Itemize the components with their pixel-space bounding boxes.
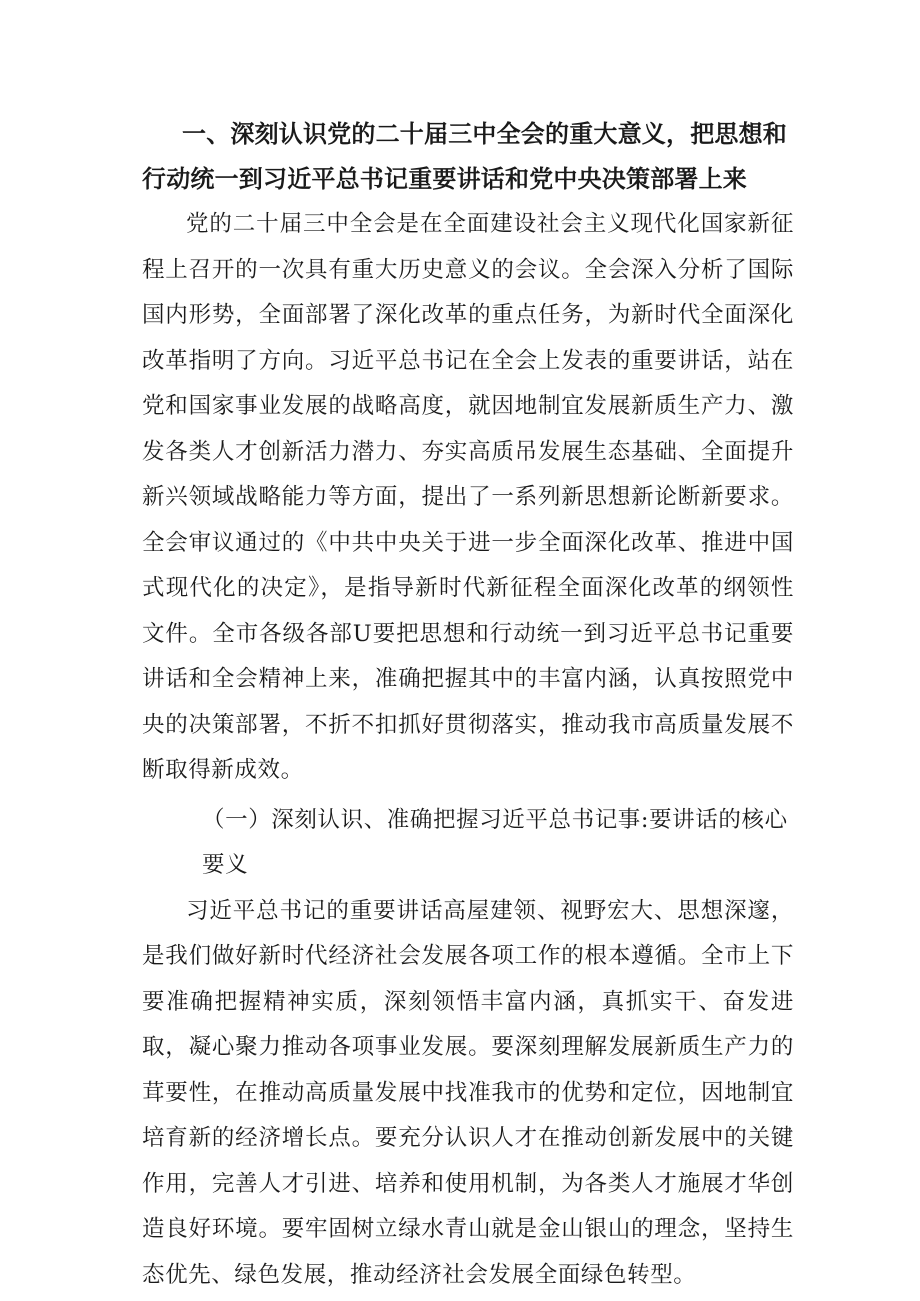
subsection-heading: （一）深刻认识、准确把握习近平总书记事:要讲话的核心要义 [202,806,788,878]
paragraph-1: 党的二十届三中全会是在全面建设社会主义现代化国家新征程上召开的一次具有重大历史意义的会议。全会深入分析了国际国内形势，全面部署了深化改革的重点任务，为新时代全面深化改革指明了方向。习近平总书记在全会上发表的重要讲话，站在党和国家事业发展的战略高度，就因地制宜发展新质生产力、激发各类人才创新活力潜力、夯实高质吊发展生态基础、全面提升新兴领域战略能力等方面，提出了一系列新思想新论断新要求。全会审议通过的《中共中央关于进一步全面深化改革、推进中国式现代化的决定》，是指导新时代新征程全面深化改革的纲领性文件。全市各级各部U要把思想和行动统一到习近平总书记重要讲话和全会精神上来，准确把握其中的丰富内涵，认真按照党中央的决策部署，不折不扣抓好贯彻落实，推动我市高质量发展不断取得新成效。 [142,211,794,783]
section-heading: 一、深刻认识党的二十届三中全会的重大意义，把思想和行动统一到习近平总书记重要讲话和党中央决策部署上来 [142,120,787,193]
paragraph-2: 习近平总书记的重要讲话高屋建领、视野宏大、思想深邃，是我们做好新时代经济社会发展各项工作的根本遵循。全市上下要准确把握精神实质，深刻领悟丰富内涵，真抓实干、奋发进取，凝心聚力推动各项事业发展。要深刻理解发展新质生产力的茸要性，在推动高质量发展中找准我市的优势和定位，因地制宜培育新的经济增长点。要充分认识人才在推动创新发展中的关键作用，完善人才引进、培养和使用机制，为各类人才施展才华创造良好环境。要牢固树立绿水青山就是金山银山的理念，坚持生态优先、绿色发展，推动经济社会发展全面绿色转型。 [142,897,794,1288]
document-body [142,112,794,1298]
